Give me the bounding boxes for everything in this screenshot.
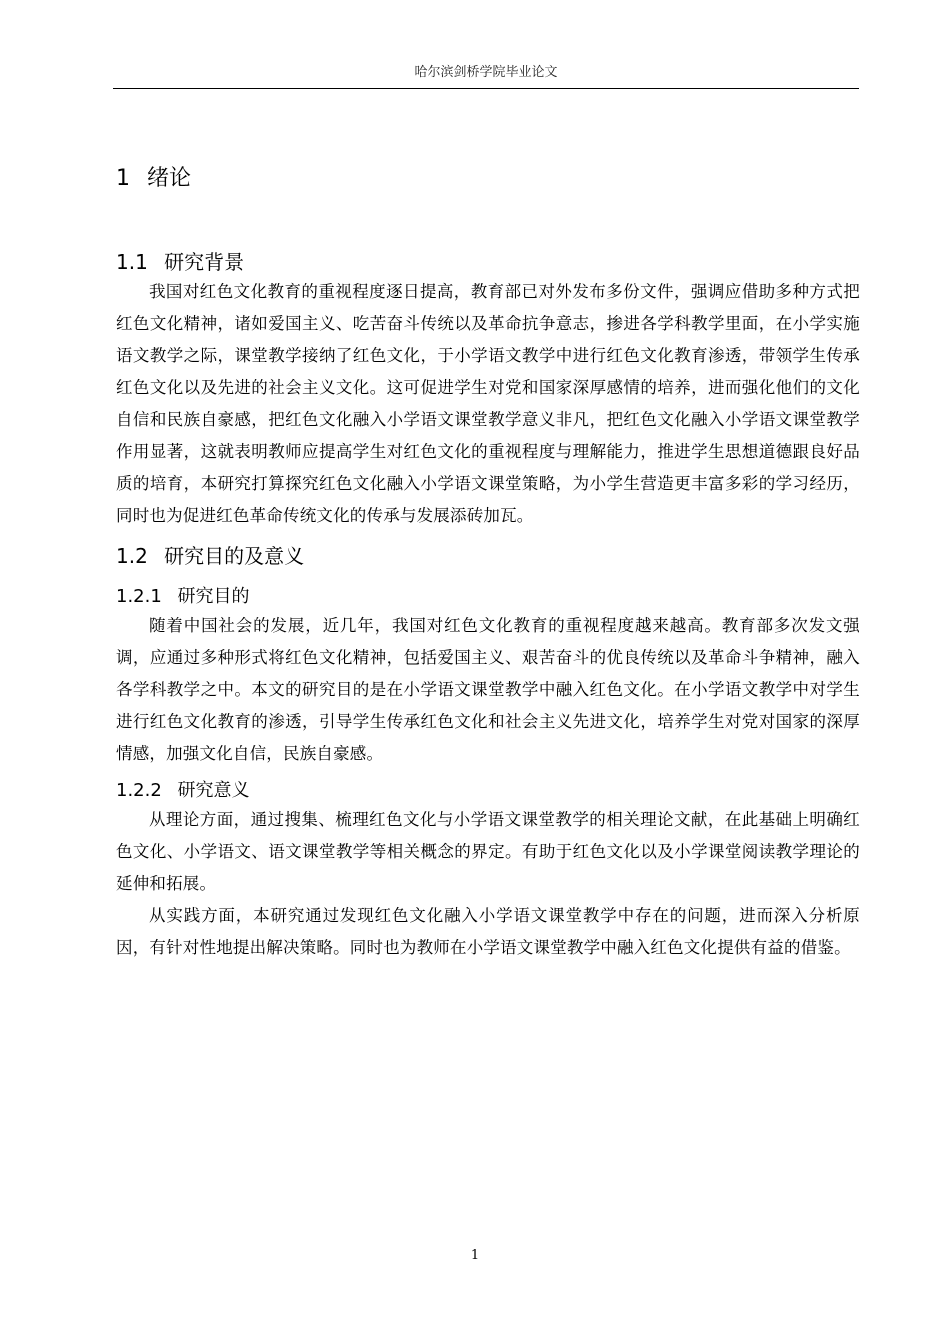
subsection-heading-1-2-1	[116, 584, 860, 610]
section-title: 研究目的及意义	[164, 544, 305, 568]
paragraph-research-background: 我国对红色文化教育的重视程度逐日提高，教育部已对外发布多份文件，强调应借助多种方式把红色文化精神，诸如爱国主义、吃苦奋斗传统以及革命抗争意志，掺进各学科教学里面，在小学实施语文教学之际，课堂教学接纳了红色文化，于小学语文教学中进行红色文化教育渗透，带领学生传承红色文化以及先进的社会主义文化。这可促进学生对党和国家深厚感情的培养，进而强化他们的文化自信和民族自豪感，把红色文化融入小学语文课堂教学意义非凡，把红色文化融入小学语文课堂教学作用显著，这就表明教师应提高学生对红色文化的重视程度与理解能力，推进学生思想道德跟良好品质的培育，本研究打算探究红色文化融入小学语文课堂策略，为小学生营造更丰富多彩的学习经历，同时也为促进红色革命传统文化的传承与发展添砖加瓦。	[116, 282, 860, 525]
section-number: 1.2	[116, 544, 148, 568]
subsection-title: 研究目的	[177, 586, 250, 607]
document-body	[116, 160, 860, 964]
section-number: 1.1	[116, 250, 148, 274]
section-heading-1-1	[116, 248, 860, 276]
page-number: 1	[470, 1248, 480, 1263]
section-title: 研究背景	[164, 250, 245, 274]
subsection-heading-1-2-2	[116, 778, 860, 804]
paragraph-practical-significance: 从实践方面，本研究通过发现红色文化融入小学语文课堂教学中存在的问题，进而深入分析原因，有针对性地提出解决策略。同时也为教师在小学语文课堂教学中融入红色文化提供有益的借鉴。	[116, 906, 860, 957]
paragraph-research-purpose: 随着中国社会的发展，近几年，我国对红色文化教育的重视程度越来越高。教育部多次发文强调，应通过多种形式将红色文化精神，包括爱国主义、艰苦奋斗的优良传统以及革命斗争精神，融入各学科教学之中。本文的研究目的是在小学语文课堂教学中融入红色文化。在小学语文教学中对学生进行红色文化教育的渗透，引导学生传承红色文化和社会主义先进文化，培养学生对党对国家的深厚情感，加强文化自信，民族自豪感。	[116, 616, 860, 763]
subsection-number: 1.2.1	[116, 586, 162, 607]
page-header: 哈尔滨剑桥学院毕业论文	[414, 65, 558, 80]
header-divider	[113, 88, 859, 89]
chapter-heading	[116, 164, 860, 204]
paragraph-theoretical-significance: 从理论方面，通过搜集、梳理红色文化与小学语文课堂教学的相关理论文献，在此基础上明确红色文化、小学语文、语文课堂教学等相关概念的界定。有助于红色文化以及小学课堂阅读教学理论的延伸和拓展。	[116, 810, 860, 893]
chapter-number: 1	[116, 166, 130, 191]
subsection-title: 研究意义	[177, 780, 250, 801]
subsection-number: 1.2.2	[116, 780, 162, 801]
section-heading-1-2	[116, 542, 860, 570]
chapter-title: 绪论	[147, 166, 192, 191]
